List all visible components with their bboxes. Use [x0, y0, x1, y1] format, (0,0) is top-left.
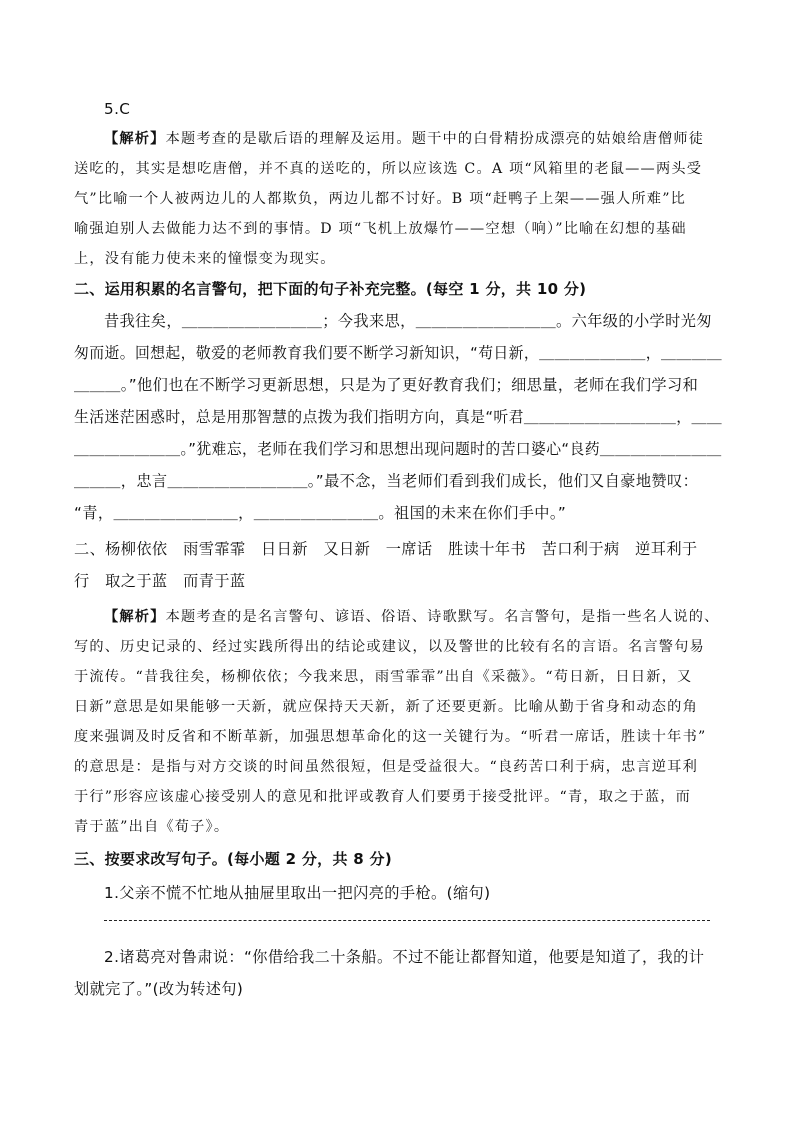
- analysis-line: 气”比喻一个人被两边儿的人都欺负，两边儿都不讨好。B 项“赶鸭子上架——强人所难”比: [74, 191, 687, 207]
- fill-blank-line: “青，＿＿＿＿＿＿＿＿，＿＿＿＿＿＿＿＿。祖国的未来在你们手中。”: [74, 504, 567, 522]
- analysis-label: 【解析】: [104, 609, 166, 625]
- rewrite-question-2-line-1: 2.诸葛亮对鲁肃说：“你借给我二十条船。不过不能让都督知道，他要是知道了，我的计: [104, 948, 705, 966]
- analysis-line: 于流传。“昔我往矣，杨柳依依；今我来思，雨雪霏霏”出自《采薇》。“苟日新，日日新，又: [74, 669, 693, 685]
- analysis-line: 喻强迫别人去做能力达不到的事情。D 项“飞机上放爆竹——空想（响）”比喻在幻想的基础: [74, 221, 687, 237]
- answer-line: 二、杨柳依依 雨雪霏霏 日日新 又日新 一席话 胜读十年书 苦口利于病 逆耳利于: [74, 540, 698, 558]
- analysis-paragraph-s2-line-1: 【解析】本题考查的是名言警句、谚语、俗语、诗歌默写。名言警句，是指一些名人说的、: [104, 609, 720, 625]
- answer-line: 行 取之于蓝 而青于蓝: [74, 572, 246, 590]
- fill-blank-line: 生活迷茫困惑时，总是用那智慧的点拨为我们指明方向，真是“听君＿＿＿＿＿＿＿＿＿＿，＿＿: [74, 408, 722, 426]
- analysis-line: 上，没有能力使未来的憧憬变为现实。: [74, 251, 336, 267]
- answer-number: 5.C: [104, 100, 131, 118]
- analysis-line: 度来强调及时反省和不断革新，加强思想革命化的这一关键行为。“听君一席话，胜读十年书”: [74, 729, 707, 745]
- analysis-label: 【解析】: [104, 131, 166, 147]
- analysis-line: 送吃的，其实是想吃唐僧，并不真的送吃的，所以应该选 C。A 项“风箱里的老鼠——两头受: [74, 161, 703, 177]
- analysis-line: 于行”形容应该虚心接受别人的意见和批评或教育人们要勇于接受批评。“青，取之于蓝，而: [74, 789, 692, 805]
- section-heading-3: 三、按要求改写句子。(每小题 2 分，共 8 分): [74, 850, 392, 868]
- section-heading-2: 二、运用积累的名言警句，把下面的句子补充完整。(每空 1 分，共 10 分): [74, 280, 587, 298]
- fill-blank-line: 匆而逝。回想起，敬爱的老师教育我们要不断学习新知识，“苟日新，＿＿＿＿＿＿＿，＿＿＿＿: [74, 344, 722, 362]
- fill-blank-line: ＿＿＿。”他们也在不断学习更新思想，只是为了更好教育我们；细思量，老师在我们学习和: [74, 376, 699, 394]
- fill-blank-line: 昔我往矣，＿＿＿＿＿＿＿＿＿；今我来思，＿＿＿＿＿＿＿＿＿。六年级的小学时光匆: [104, 312, 712, 330]
- analysis-line: 日新”意思是如果能够一天新，就应保持天天新，新了还要更新。比喻从勤于省身和动态的角: [74, 699, 698, 715]
- analysis-line: 写的、历史记录的、经过实践所得出的结论或建议，以及警世的比较有名的言语。名言警句易: [74, 639, 705, 655]
- analysis-line: 的意思是：是指与对方交谈的时间虽然很短，但是受益很大。“良药苦口利于病，忠言逆耳利: [74, 759, 698, 775]
- rewrite-question-1: 1.父亲不慌不忙地从抽屉里取出一把闪亮的手枪。(缩句): [104, 884, 491, 902]
- fill-blank-line: ＿＿＿＿＿＿＿。”犹难忘，老师在我们学习和思想出现问题时的苦口婆心“良药＿＿＿＿＿＿＿＿: [74, 440, 722, 458]
- rewrite-question-2-line-2: 划就完了。”(改为转述句): [74, 980, 244, 998]
- answer-blank-line: [104, 920, 710, 921]
- fill-blank-line: ＿＿＿，忠言＿＿＿＿＿＿＿＿＿。”最不念，当老师们看到我们成长，他们又自豪地赞叹：: [74, 472, 699, 490]
- analysis-line: 青于蓝”出自《荀子》。: [74, 819, 230, 835]
- analysis-paragraph-q5-line-1: 【解析】本题考查的是歇后语的理解及运用。题干中的白骨精扮成漂亮的姑娘给唐僧师徒: [104, 131, 705, 147]
